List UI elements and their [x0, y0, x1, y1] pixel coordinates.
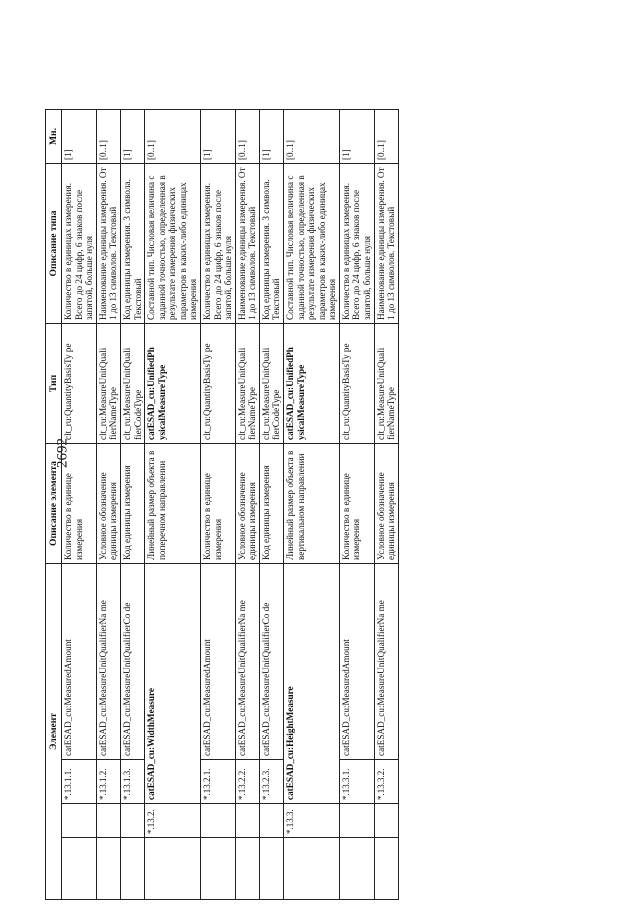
element-description: Количество в единице измерения	[339, 444, 374, 564]
type-description: Составной тип. Числовая величина с заданной точностью, определенная в результате измерения физических параметров в каких-либо единицах измерения	[284, 164, 340, 324]
row-number: *.13.2.1.	[200, 760, 235, 804]
element-description: Условное обозначение единицы измерения	[96, 444, 120, 564]
element-description: Линейный размер объекта в вертикальном направлении	[284, 444, 340, 564]
table-row	[62, 110, 97, 900]
multiplicity: [0..1]	[235, 110, 259, 164]
type-description: Количество в единицах измерения. Всего до 24 цифр, 6 знаков после запятой, больше нуля	[200, 164, 235, 324]
element-description: Условное обозначение единицы измерения	[374, 444, 398, 564]
row-number: *.13.2.	[145, 804, 201, 838]
element-type: clt_ru:MeasureUnitQuali fierCodeType	[259, 324, 283, 444]
element-name: catESAD_cu:MeasuredAmount	[62, 564, 97, 760]
table-row	[96, 110, 120, 900]
element-description: Линейный размер объекта в поперечном направлении	[145, 444, 201, 564]
element-type: catESAD_cu:UnifiedPh ysicalMeasureType	[145, 324, 201, 444]
page-number: 2692	[54, 438, 71, 468]
element-name: catESAD_cu:WidthMeasure	[145, 564, 201, 804]
indent-cell	[120, 838, 144, 900]
element-type: catESAD_cu:UnifiedPh ysicalMeasureType	[284, 324, 340, 444]
row-number: *.13.2.2.	[235, 760, 259, 804]
indent-cell	[96, 838, 120, 900]
indent-cell	[145, 838, 201, 900]
row-number: *.13.3.	[284, 804, 340, 838]
table-header-row	[46, 110, 62, 900]
table-row	[145, 110, 201, 900]
rotated-table-container	[45, 110, 555, 900]
table-row	[259, 110, 283, 900]
type-description: Код единицы измерения. 3 символа. Текстовый	[120, 164, 144, 324]
multiplicity: [1]	[339, 110, 374, 164]
indent-cell	[339, 804, 374, 838]
indent-cell	[120, 804, 144, 838]
indent-cell	[200, 804, 235, 838]
element-type: clt_ru:MeasureUnitQuali fierNameType	[96, 324, 120, 444]
type-description: Количество в единицах измерения. Всего до 24 цифр, 6 знаков после запятой, больше нуля	[62, 164, 97, 324]
table-row	[284, 110, 340, 900]
multiplicity: [1]	[120, 110, 144, 164]
multiplicity: [0..1]	[96, 110, 120, 164]
indent-cell	[339, 838, 374, 900]
indent-cell	[200, 838, 235, 900]
type-description: Наименование единицы измерения. От 1 до 13 символов. Текстовый	[96, 164, 120, 324]
element-name: catESAD_cu:MeasureUnitQualifierNa me	[96, 564, 120, 760]
element-name: catESAD_cu:MeasuredAmount	[339, 564, 374, 760]
indent-cell	[62, 804, 97, 838]
element-type: clt_ru:QuantityBasisTy pe	[339, 324, 374, 444]
element-type: clt_ru:MeasureUnitQuali fierNameType	[235, 324, 259, 444]
table-row	[200, 110, 235, 900]
indent-cell	[235, 804, 259, 838]
element-name: catESAD_cu:MeasureUnitQualifierCo de	[259, 564, 283, 760]
indent-cell	[96, 804, 120, 838]
indent-cell	[374, 804, 398, 838]
indent-cell	[284, 838, 340, 900]
header-element: Элемент	[46, 564, 62, 900]
row-number: *.13.2.3.	[259, 760, 283, 804]
element-name: catESAD_cu:MeasureUnitQualifierCo de	[120, 564, 144, 760]
multiplicity: [1]	[200, 110, 235, 164]
header-multiplicity: Мн.	[46, 110, 62, 164]
row-number: *.13.1.3.	[120, 760, 144, 804]
row-number: *.13.1.2.	[96, 760, 120, 804]
header-type-description: Описание типа	[46, 164, 62, 324]
table-row	[235, 110, 259, 900]
indent-cell	[259, 804, 283, 838]
multiplicity: [1]	[259, 110, 283, 164]
row-number: *.13.1.1.	[62, 760, 97, 804]
element-name: catESAD_cu:MeasuredAmount	[200, 564, 235, 760]
element-name: catESAD_cu:HeightMeasure	[284, 564, 340, 804]
multiplicity: [0..1]	[374, 110, 398, 164]
indent-cell	[374, 838, 398, 900]
table-row	[339, 110, 374, 900]
table-row	[120, 110, 144, 900]
row-number: *.13.3.1.	[339, 760, 374, 804]
spec-table	[45, 109, 399, 900]
type-description: Наименование единицы измерения. От 1 до 13 символов. Текстовый	[374, 164, 398, 324]
indent-cell	[235, 838, 259, 900]
element-description: Условное обозначение единицы измерения	[235, 444, 259, 564]
element-type: clt_ru:MeasureUnitQuali fierNameType	[374, 324, 398, 444]
element-description: Количество в единице измерения	[62, 444, 97, 564]
element-description: Код единицы измерения	[259, 444, 283, 564]
header-element-description: Описание элемента	[46, 444, 62, 564]
row-number: *.13.3.2.	[374, 760, 398, 804]
multiplicity: [0..1]	[284, 110, 340, 164]
type-description: Код единицы измерения. 3 символа. Текстовый	[259, 164, 283, 324]
multiplicity: [1]	[62, 110, 97, 164]
header-type: Тип	[46, 324, 62, 444]
element-name: catESAD_cu:MeasureUnitQualifierNa me	[235, 564, 259, 760]
element-type: clt_ru:QuantityBasisTy pe	[62, 324, 97, 444]
multiplicity: [0..1]	[145, 110, 201, 164]
type-description: Составной тип. Числовая величина с заданной точностью, определенная в результате измерения физических параметров в каких-либо единицах измерения	[145, 164, 201, 324]
type-description: Наименование единицы измерения. От 1 до 13 символов. Текстовый	[235, 164, 259, 324]
element-name: catESAD_cu:MeasureUnitQualifierNa me	[374, 564, 398, 760]
table-row	[374, 110, 398, 900]
element-type: clt_ru:QuantityBasisTy pe	[200, 324, 235, 444]
indent-cell	[259, 838, 283, 900]
element-description: Количество в единице измерения	[200, 444, 235, 564]
element-type: clt_ru:MeasureUnitQuali fierCodeType	[120, 324, 144, 444]
indent-cell	[62, 838, 97, 900]
element-description: Код единицы измерения	[120, 444, 144, 564]
type-description: Количество в единицах измерения. Всего до 24 цифр, 6 знаков после запятой, больше нуля	[339, 164, 374, 324]
